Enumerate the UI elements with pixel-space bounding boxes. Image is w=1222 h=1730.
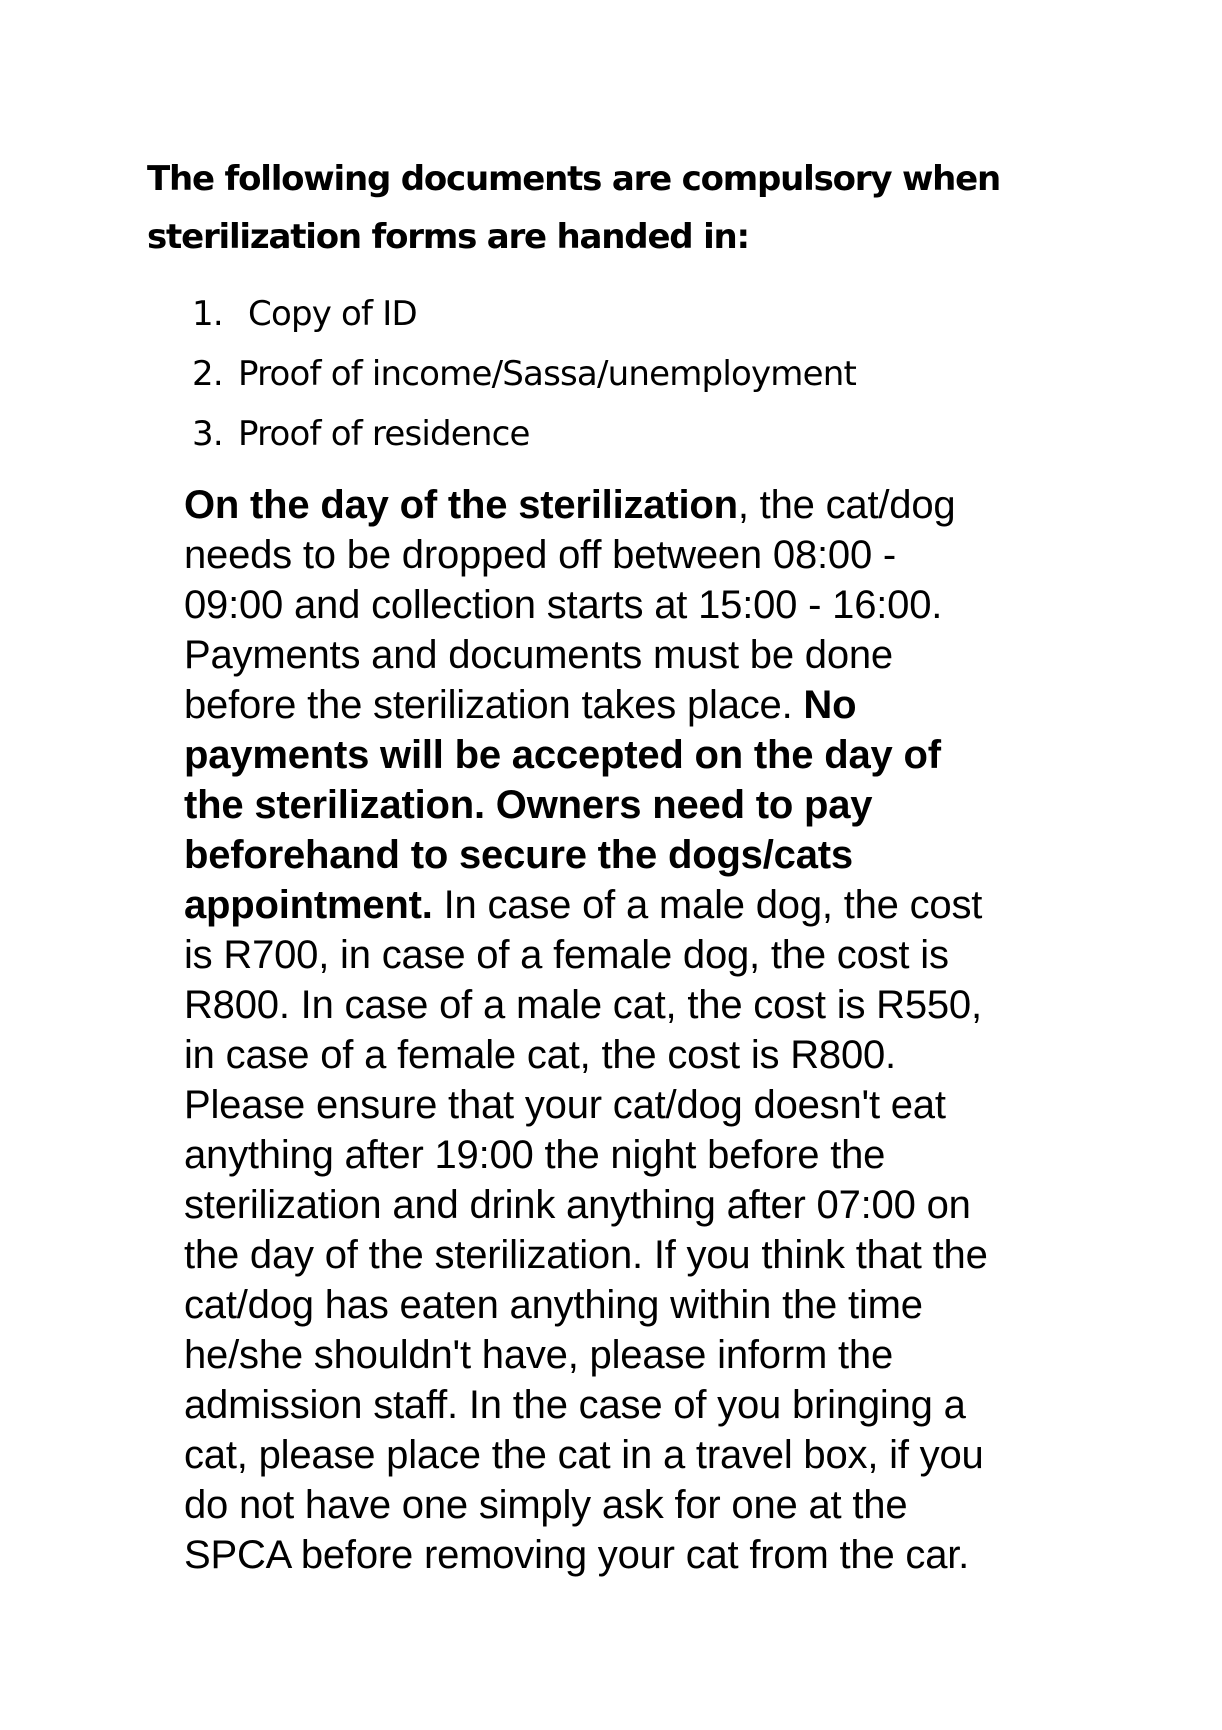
paragraph-line: the day of the sterilization. If you think that the [184,1233,988,1277]
paragraph-line: do not have one simply ask for one at the [184,1483,908,1527]
sterilization-instructions-paragraph [184,480,1084,1580]
compulsory-documents-heading [147,150,1107,266]
paragraph-line: SPCA before removing your cat from the car. [184,1533,970,1577]
paragraph-line: Please ensure that your cat/dog doesn't eat [184,1083,946,1127]
bold-phrase: beforehand to secure the dogs/cats [184,833,853,877]
list-item-label: Proof of income/Sassa/unemployment [238,354,857,394]
paragraph-line: appointment. In case of a male dog, the cost [184,883,983,927]
heading-line-2: sterilization forms are handed in: [147,217,749,257]
paragraph-line: anything after 19:00 the night before the [184,1133,886,1177]
list-item [192,404,856,464]
list-item-label: Copy of ID [248,294,417,334]
paragraph-line: needs to be dropped off between 08:00 - [184,533,897,577]
list-item-label: Proof of residence [238,414,530,454]
required-documents-list [192,284,856,464]
paragraph-line [184,830,1084,880]
bold-phrase: On the day of the sterilization [184,483,738,527]
heading-line-1: The following documents are compulsory when [147,159,1001,199]
paragraph-line: is R700, in case of a female dog, the cost is [184,933,949,977]
bold-phrase: payments will be accepted on the day of [184,733,941,777]
paragraph-line: he/she shouldn't have, please inform the [184,1333,893,1377]
bold-phrase: the sterilization. Owners need to pay [184,783,873,827]
bold-phrase: appointment. [184,883,433,927]
paragraph-line [184,780,1084,830]
list-item-number: 3. [192,414,223,454]
paragraph-line: cat/dog has eaten anything within the time [184,1283,923,1327]
bold-phrase: No [803,683,857,727]
paragraph-line [184,730,1084,780]
list-item [192,344,856,404]
paragraph-line: On the day of the sterilization, the cat/dog [184,483,956,527]
paragraph-line: sterilization and drink anything after 07:00 on [184,1183,971,1227]
paragraph-line: cat, please place the cat in a travel box, if you [184,1433,984,1477]
paragraph-line: Payments and documents must be done [184,633,893,677]
paragraph-line: before the sterilization takes place. No [184,683,857,727]
paragraph-line: R800. In case of a male cat, the cost is R550, [184,983,982,1027]
paragraph-line: 09:00 and collection starts at 15:00 - 16:00. [184,583,943,627]
list-item [192,284,856,344]
list-item-number: 1. [192,294,223,334]
paragraph-line: in case of a female cat, the cost is R800. [184,1033,896,1077]
paragraph-line: admission staff. In the case of you bringing a [184,1383,966,1427]
list-item-number: 2. [192,354,223,394]
